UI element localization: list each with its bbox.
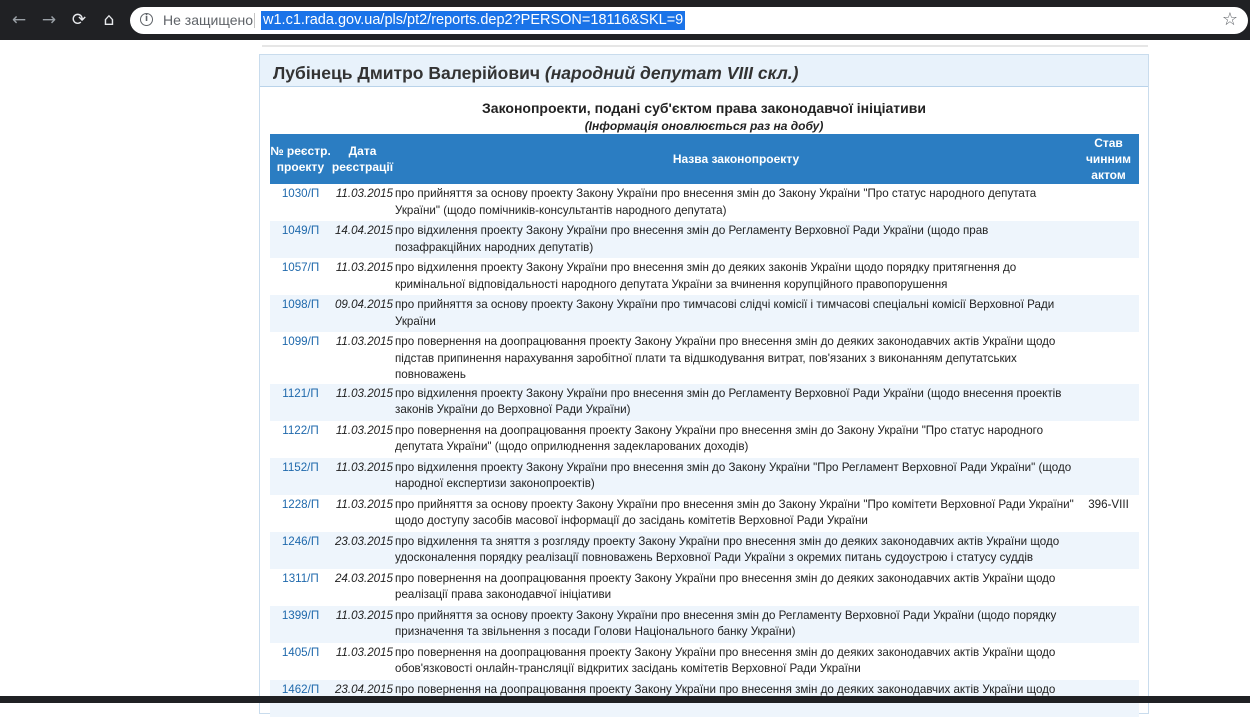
info-icon[interactable]: i (140, 13, 153, 26)
table-row (270, 332, 1139, 384)
bill-act (1078, 332, 1139, 384)
table-row (270, 606, 1139, 643)
bill-title: про прийняття за основу проекту Закону України про внесення змін до Закону України "Про комітети Верховної Ради України" щодо доступу засобів масової інформації до засідань комітетів Верховної Ради України (395, 497, 1074, 528)
bill-title: про повернення на доопрацювання проекту Закону України про внесення змін до деяких законодавчих актів України щодо підстав припинення нарахування заробітної плати та відшкодування витрат, пов'язаних з виконанням депутатських повноважень (395, 335, 1056, 382)
bill-number-link[interactable]: 1030/П (281, 187, 320, 200)
table-row (270, 221, 1139, 258)
table-row (270, 184, 1139, 221)
bill-number-cell (270, 532, 331, 569)
bill-number-link[interactable]: 1405/П (281, 645, 320, 659)
table-header-row (270, 134, 1139, 184)
bill-date: 14.04.2015 (331, 221, 394, 258)
bill-number-link[interactable]: 1121/П (282, 386, 319, 400)
bill-date: 11.03.2015 (335, 335, 393, 348)
browser-toolbar (0, 0, 1250, 40)
bill-title: про відхилення проекту Закону України про внесення змін до деяких законів України щодо порядку притягнення до кримінальної відповідальності народного депутата України за вчинення корупційного правопорушення (395, 261, 1017, 291)
bill-number-cell (270, 569, 331, 606)
section-title: Законопроекти, подані суб'єктом права законодавчої ініціативи (482, 100, 926, 116)
bill-act (1078, 606, 1139, 643)
url-text[interactable]: w1.c1.rada.gov.ua/pls/pt2/reports.dep2?PERSON=18116&SKL=9 (263, 12, 684, 28)
bill-number-cell (270, 184, 331, 221)
bill-number-cell (270, 421, 331, 458)
bill-act: 396-VIII (1088, 497, 1129, 511)
bill-date: 11.03.2015 (335, 497, 393, 511)
table-row (270, 384, 1139, 421)
bill-number-cell (270, 258, 331, 295)
bill-date: 23.04.2015 (331, 680, 394, 717)
table-row (270, 532, 1139, 569)
bill-title: про прийняття за основу проекту Закону України про внесення змін до Регламенту Верховної Ради України (щодо порядку призначення та звільнення з посади Голови Національного банку України) (394, 606, 1078, 643)
bill-number-cell (270, 384, 331, 421)
bill-number-link[interactable]: 1057/П (281, 261, 320, 274)
main-panel (259, 54, 1149, 714)
bill-number-cell (270, 606, 331, 643)
bill-number-link[interactable]: 1399/П (281, 608, 320, 622)
section-subtitle: (Інформація оновлюється раз на добу) (584, 119, 824, 133)
bill-title: про відхилення проекту Закону України про внесення змін до Регламенту Верховної Ради України (щодо внесення проектів законів України до Верховної Ради України) (394, 384, 1078, 421)
bill-title: про повернення на доопрацювання проекту Закону України про внесення змін до деяких законодавчих актів України щодо обов'язковості онлайн-трансляції відкритих засідань комітетів Верховної Ради України (395, 645, 1056, 676)
deputy-name-line (273, 63, 798, 83)
page-top-divider (262, 45, 1148, 47)
deputy-role: (народний депутат VIII скл.) (544, 63, 799, 83)
bill-title: про відхилення та зняття з розгляду проекту Закону України про внесення змін до деяких законодавчих актів України щодо удосконалення порядку реалізації повноважень Верховної Ради України з окремих питань судоустрою і статусу суддів (394, 532, 1078, 569)
deputy-name: Лубінець Дмитро Валерійович (273, 63, 541, 83)
bill-number-link[interactable]: 1246/П (281, 534, 320, 548)
table-row (270, 258, 1139, 295)
bill-title: про повернення на доопрацювання проекту Закону України про внесення змін до Закону України "Про статус народного депутата України" (щодо оприлюднення задекларованих доходів) (395, 423, 1044, 454)
bill-date: 11.03.2015 (335, 187, 393, 200)
bill-act (1078, 532, 1139, 569)
bill-date: 11.03.2015 (331, 458, 394, 495)
bill-number-cell (270, 221, 331, 258)
bill-number-link[interactable]: 1462/П (281, 682, 320, 696)
reload-icon[interactable]: ⟳ (71, 10, 87, 30)
table-body (270, 184, 1139, 717)
table-row (270, 421, 1139, 458)
bill-number-link[interactable]: 1228/П (281, 497, 320, 511)
bill-title: про повернення на доопрацювання проекту Закону України про внесення змін до деяких законодавчих актів України щодо реалізації права законодавчої ініціативи (395, 571, 1056, 602)
bill-title: про прийняття за основу проекту Закону України про тимчасові слідчі комісії і тимчасові спеціальні комісії Верховної Ради України (394, 295, 1078, 332)
forward-icon[interactable]: → (41, 10, 57, 30)
back-icon[interactable]: ← (11, 10, 27, 30)
bill-act (1078, 384, 1139, 421)
table-row (270, 495, 1139, 532)
bill-date: 11.03.2015 (335, 645, 393, 659)
header-act: Став чинним актом (1078, 134, 1139, 184)
address-bar[interactable] (130, 7, 1248, 34)
bill-number-link[interactable]: 1311/П (282, 571, 319, 585)
bill-number-link[interactable]: 1099/П (281, 335, 320, 348)
bill-number-cell (270, 458, 331, 495)
bill-date: 23.03.2015 (331, 532, 394, 569)
bill-number-link[interactable]: 1049/П (281, 224, 320, 237)
bill-date: 11.03.2015 (331, 384, 394, 421)
bill-number-link[interactable]: 1098/П (281, 298, 320, 311)
table-row (270, 643, 1139, 680)
header-title: Назва законопроекту (394, 134, 1078, 184)
bill-date: 09.04.2015 (331, 295, 394, 332)
bill-number-cell (270, 332, 331, 384)
header-date: Дата реєстрації (331, 134, 394, 184)
bill-number-cell (270, 643, 331, 680)
table-row (270, 458, 1139, 495)
table-row (270, 295, 1139, 332)
bill-date: 24.03.2015 (334, 571, 393, 585)
bill-date: 11.03.2015 (331, 606, 394, 643)
bill-title: про повернення на доопрацювання проекту Закону України про внесення змін до деяких законодавчих актів України щодо (394, 680, 1078, 717)
bills-table (270, 134, 1139, 717)
security-label[interactable]: Не защищено (163, 12, 253, 28)
bill-act (1078, 184, 1139, 221)
bill-date: 11.03.2015 (335, 423, 393, 437)
bill-number-cell (270, 295, 331, 332)
bill-title: про відхилення проекту Закону України про внесення змін до Закону України "Про Регламент Верховної Ради України" (щодо народної експертизи законопроектів) (394, 458, 1078, 495)
home-icon[interactable]: ⌂ (103, 10, 115, 30)
bill-act (1078, 295, 1139, 332)
bill-act (1078, 221, 1139, 258)
bill-number-link[interactable]: 1152/П (282, 460, 319, 474)
bill-title: про відхилення проекту Закону України про внесення змін до Регламенту Верховної Ради України (щодо прав позафракційних народних депутатів) (394, 221, 1078, 258)
deputy-header (260, 55, 1148, 87)
bill-number-link[interactable]: 1122/П (282, 423, 319, 437)
bill-date: 11.03.2015 (335, 261, 393, 274)
bill-act (1078, 421, 1139, 458)
bill-act (1078, 258, 1139, 295)
taskbar-strip (0, 696, 1250, 703)
header-number: № реєстр. проекту (270, 134, 331, 184)
star-icon[interactable]: ☆ (1221, 9, 1238, 30)
bill-title: про прийняття за основу проекту Закону України про внесення змін до Закону України "Про статус народного депутата України" (щодо помічників-консультантів народного депутата) (395, 187, 1037, 217)
bill-act (1078, 458, 1139, 495)
table-row (270, 569, 1139, 606)
bill-act (1078, 569, 1139, 606)
bill-number-cell (270, 495, 331, 532)
bill-act (1078, 643, 1139, 680)
address-separator (254, 13, 255, 28)
